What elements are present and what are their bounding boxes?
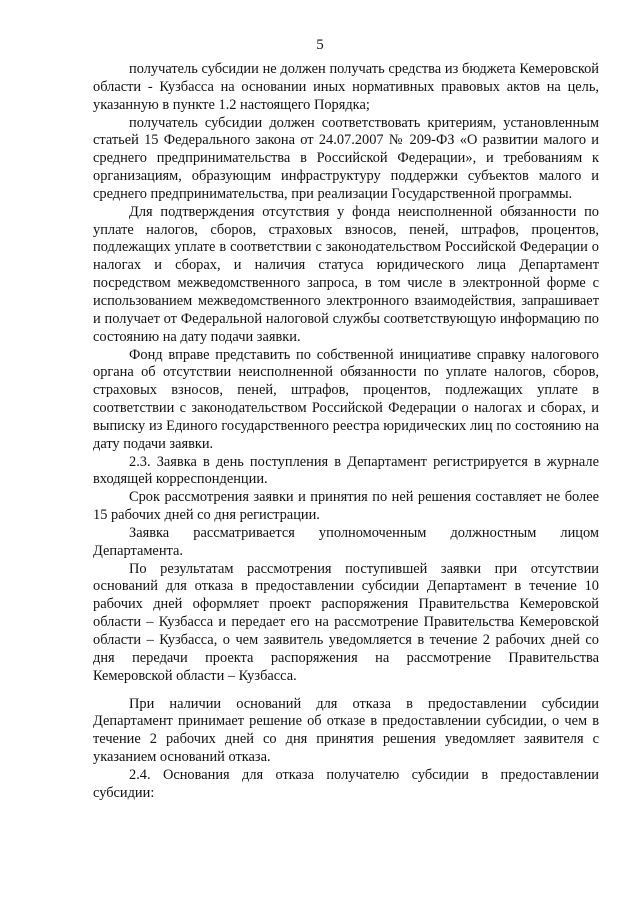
paragraph-review-official: Заявка рассматривается уполномоченным должностным лицом Департамента. (93, 524, 599, 559)
paragraph-registration: 2.3. Заявка в день поступления в Департамент регистрируется в журнале входящей корреспонденции. (93, 453, 599, 488)
paragraph-refusal-decision: При наличии оснований для отказа в предоставлении субсидии Департамент принимает решение об отказе в предоставлении субсидии, о чем в течение 2 рабочих дней со дня принятия решения уведомляет заявителя с указанием оснований отказа. (93, 695, 599, 766)
document-body (93, 61, 599, 803)
paragraph-review-results: По результатам рассмотрения поступившей заявки при отсутствии оснований для отказа в предоставлении субсидии Департамент в течение 10 рабочих дней оформляет проект распоряжения Правительства Кемеровской области – Кузбасса и передает его на рассмотрение Правительства Кемеровской области – Кузбасса, о чем заявитель уведомляется в течение 2 рабочих дней со дня передачи проекта распоряжения на рассмотрение Правительства Кемеровской области – Кузбасса. (93, 560, 599, 684)
paragraph-budget-condition: получатель субсидии не должен получать средства из бюджета Кемеровской области - Кузбасса на основании иных нормативных правовых актов на цель, указанную в пункте 1.2 настоящего Порядка; (93, 61, 599, 113)
paragraph-review-period: Срок рассмотрения заявки и принятия по ней решения составляет не более 15 рабочих дней со дня регистрации. (93, 489, 599, 524)
paragraph-fund-certificate: Фонд вправе представить по собственной инициативе справку налогового органа об отсутствии неисполненной обязанности по уплате налогов, сборов, страховых взносов, пеней, штрафов, процентов, подлежащих уплате в соответствии с законодательством Российской Федерации о налогах и сборах, и выписку из Единого государственного реестра юридических лиц по состоянию на дату подачи заявки. (93, 346, 599, 452)
paragraph-refusal-grounds: 2.4. Основания для отказа получателю субсидии в предоставлении субсидии: (93, 766, 599, 801)
paragraph-tax-verification: Для подтверждения отсутствия у фонда неисполненной обязанности по уплате налогов, сборов, страховых взносов, пеней, штрафов, процентов, подлежащих уплате в соответствии с законодательством Российской Федерации о налогах и сборах, и наличия статуса юридического лица Департамент посредством межведомственного запроса, в том числе в электронной форме с использованием межведомственного электронного взаимодействия, запрашивает и получает от Федеральной налоговой службы соответствующую информацию по состоянию на дату подачи заявки. (93, 203, 599, 345)
paragraph-criteria: получатель субсидии должен соответствовать критериям, установленным статьей 15 Федерального закона от 24.07.2007 № 209-ФЗ «О развитии малого и среднего предпринимательства в Российской Федерации», и требованиям к организациям, образующим инфраструктуру поддержки субъектов малого и среднего предпринимательства, при реализации Государственной программы. (93, 114, 599, 202)
page-number: 5 (316, 37, 324, 53)
